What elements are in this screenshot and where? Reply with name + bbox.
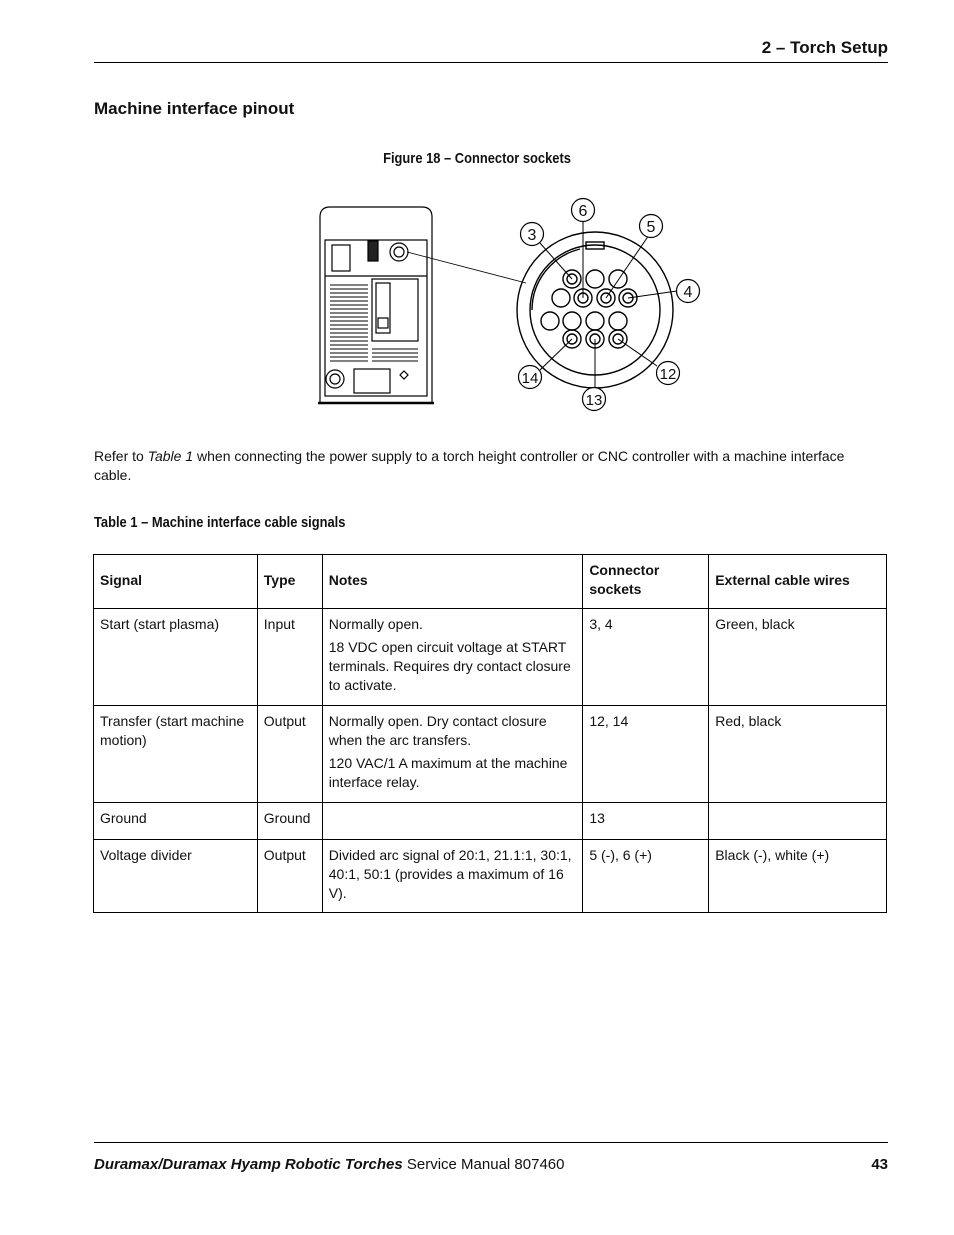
cell-notes — [322, 706, 583, 803]
table-caption: Table 1 – Machine interface cable signals — [94, 514, 346, 531]
footer — [94, 1156, 564, 1173]
note-line: 120 VAC/1 A maximum at the machine interface relay. — [328, 755, 568, 790]
cell-wires — [709, 803, 887, 840]
cell-notes: Divided arc signal of 20:1, 21.1:1, 30:1, 40:1, 50:1 (provides a maximum of 16 V). — [322, 840, 583, 913]
cell-signal: Ground — [94, 803, 258, 840]
section-title: Machine interface pinout — [94, 99, 295, 118]
note-line: 18 VDC open circuit voltage at START terminals. Requires dry contact closure to activate. — [328, 639, 571, 693]
cell-sockets: 3, 4 — [583, 609, 709, 706]
figure-caption: Figure 18 – Connector sockets — [383, 150, 571, 167]
note-line: Normally open. — [328, 616, 423, 632]
callout-4: 4 — [683, 284, 693, 301]
callout-14: 14 — [521, 370, 539, 387]
cell-notes — [322, 803, 583, 840]
product-name: Duramax/Duramax Hyamp Robotic Torches — [94, 1156, 403, 1173]
note-line: Normally open. Dry contact closure when the arc transfers. — [328, 713, 547, 748]
page-number: 43 — [871, 1156, 888, 1173]
callout-6: 6 — [578, 203, 588, 220]
cell-signal: Transfer (start machine motion) — [94, 706, 258, 803]
connector-pins — [541, 270, 637, 348]
table-reference: Table 1 — [147, 448, 194, 464]
cell-sockets: 5 (-), 6 (+) — [583, 840, 709, 913]
chapter-title: 2 – Torch Setup — [761, 38, 888, 57]
leader-line — [407, 252, 526, 283]
intro-after: when connecting the power supply to a torch height controller or CNC controller with a machine interface cable. — [94, 448, 845, 483]
cell-type: Output — [257, 706, 322, 803]
table-row — [94, 840, 887, 913]
callout-3: 3 — [527, 227, 537, 244]
connector-sockets-figure — [310, 193, 710, 413]
table-header-row — [94, 555, 887, 609]
document-id: Service Manual 807460 — [406, 1156, 565, 1173]
cell-wires: Black (-), white (+) — [709, 840, 887, 913]
power-supply-illustration — [310, 193, 710, 413]
table-row — [94, 609, 887, 706]
header-signal: Signal — [94, 555, 258, 609]
footer-divider — [94, 1142, 888, 1143]
cell-signal: Start (start plasma) — [94, 609, 258, 706]
intro-before: Refer to — [94, 448, 148, 464]
intro-paragraph — [94, 447, 864, 485]
cell-signal: Voltage divider — [94, 840, 258, 913]
signals-table — [93, 554, 887, 913]
cell-type: Ground — [257, 803, 322, 840]
header-connector-sockets: Connector sockets — [583, 555, 709, 609]
cell-type: Input — [257, 609, 322, 706]
vent-slots — [330, 285, 418, 361]
callout-5: 5 — [646, 219, 656, 236]
table-row — [94, 803, 887, 840]
header-type: Type — [257, 555, 322, 609]
cell-sockets: 12, 14 — [583, 706, 709, 803]
callout-12: 12 — [659, 366, 677, 383]
header-notes: Notes — [322, 555, 583, 609]
cell-sockets: 13 — [583, 803, 709, 840]
cell-notes — [322, 609, 583, 706]
callout-13: 13 — [585, 392, 603, 409]
header-divider — [94, 62, 888, 63]
cell-type: Output — [257, 840, 322, 913]
table-row — [94, 706, 887, 803]
header-external-cable-wires: External cable wires — [709, 555, 887, 609]
cell-wires: Red, black — [709, 706, 887, 803]
cell-wires: Green, black — [709, 609, 887, 706]
